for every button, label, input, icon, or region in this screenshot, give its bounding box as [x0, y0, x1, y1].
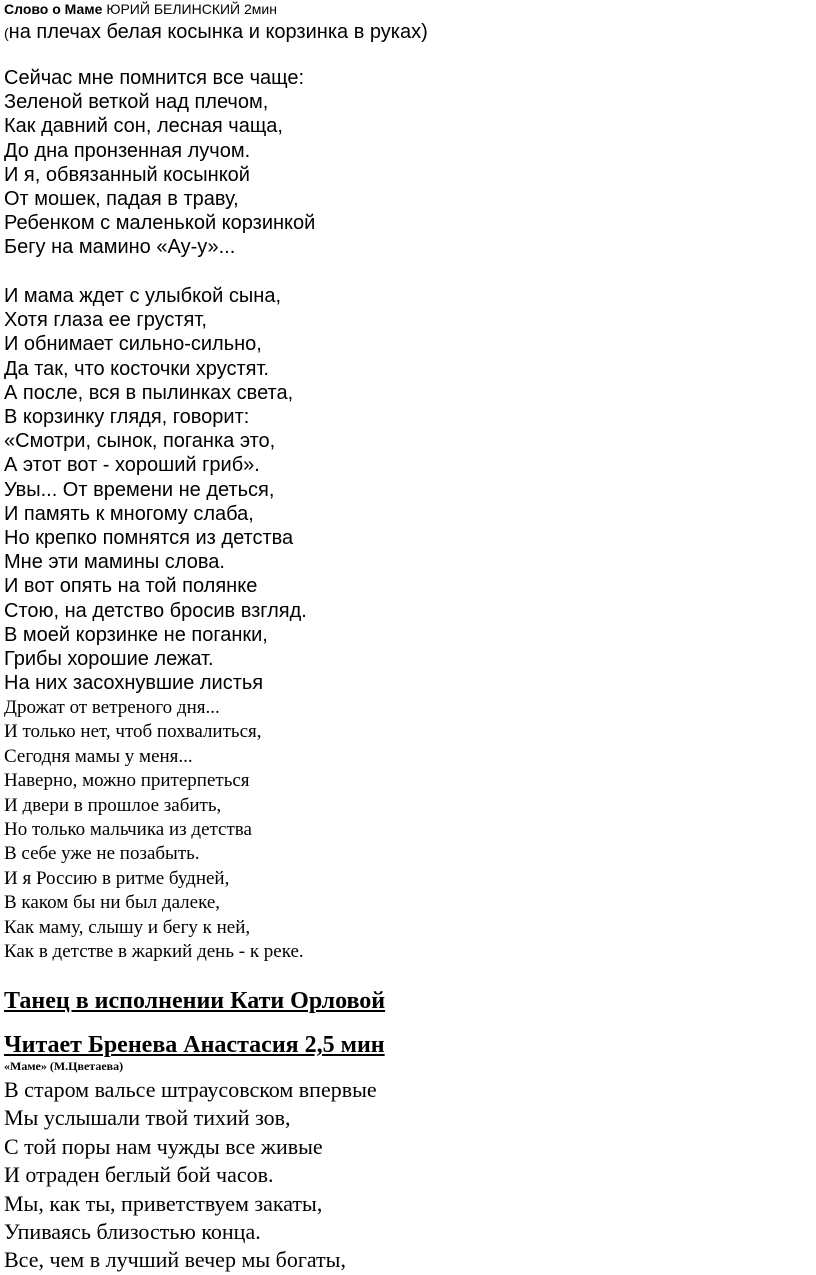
poem-line: Да так, что косточки хрустят. — [4, 357, 269, 380]
poem2-body — [4, 1076, 377, 1275]
poem-title: Слово о Маме — [4, 1, 103, 17]
poem-line: Увы... От времени не деться, — [4, 478, 275, 501]
poem-line: Мы, как ты, приветствуем закаты, — [4, 1190, 323, 1216]
poem1-stanza1 — [4, 66, 315, 260]
poem-line: Сегодня мамы у меня... — [4, 745, 193, 767]
poem-line: Упиваясь близостью конца. — [4, 1219, 261, 1245]
poem-line: Дрожат от ветреного дня... — [4, 697, 220, 718]
stage-direction-text: на плечах белая косынка и корзинка в руках) — [8, 21, 428, 43]
poem-line: Но крепко помнятся из детства — [4, 527, 294, 550]
author-and-duration: ЮРИЙ БЕЛИНСКИЙ 2мин — [102, 1, 277, 17]
poem-line: Бегу на мамино «Ау-у»... — [4, 236, 236, 259]
poem-line: В моей корзинке не поганки, — [4, 623, 268, 646]
poem-line: Стою, на детство бросив взгляд. — [4, 599, 307, 622]
poem-line: От мошек, падая в траву, — [4, 188, 239, 211]
poem-line: Сейчас мне помнится все чаще: — [4, 67, 305, 89]
poem-line: Хотя глаза ее грустят, — [4, 309, 207, 332]
poem-line: А после, вся в пылинках света, — [4, 381, 294, 404]
poem-line: Но только мальчика из детства — [4, 819, 252, 841]
poem-line: И вот опять на той полянке — [4, 575, 258, 598]
poem-line: В старом вальсе штраусовском впервые — [4, 1077, 377, 1102]
poem-line: Мне эти мамины слова. — [4, 551, 225, 574]
section-heading-reader: Читает Бренева Анастасия 2,5 мин — [4, 1032, 385, 1058]
poem-line: И я Россию в ритме будней, — [4, 867, 230, 889]
poem-line: Как маму, слышу и бегу к ней, — [4, 916, 251, 938]
poem-line: С той поры нам чужды все живые — [4, 1133, 323, 1159]
document-header — [4, 0, 277, 18]
poem-line: А этот вот - хороший гриб». — [4, 454, 260, 477]
poem-line: Все, чем в лучший вечер мы богаты, — [4, 1247, 346, 1273]
poem-line: Ребенком с маленькой корзинкой — [4, 212, 316, 235]
stage-direction-paren: ( — [4, 25, 9, 41]
poem-line: Наверно, можно притерпеться — [4, 770, 250, 792]
poem-line: И память к многому слаба, — [4, 502, 254, 525]
poem-line: И обнимает сильно-сильно, — [4, 333, 262, 356]
poem-line: На них засохнувшие листья — [4, 672, 264, 695]
poem-line: И мама ждет с улыбкой сына, — [4, 285, 282, 307]
poem-line: В каком бы ни был далеке, — [4, 892, 221, 914]
poem1-stanza2 — [4, 284, 307, 695]
poem-line: И двери в прошлое забить, — [4, 794, 222, 816]
section-heading-dance: Танец в исполнении Кати Орловой — [4, 988, 386, 1014]
poem-line: В корзинку глядя, говорит: — [4, 406, 250, 429]
stage-direction — [4, 20, 428, 45]
poem-line: Мы услышали твой тихий зов, — [4, 1105, 291, 1131]
poem-line: «Смотри, сынок, поганка это, — [4, 430, 276, 453]
poem-line: До дна пронзенная лучом. — [4, 139, 251, 162]
poem1-stanza3 — [4, 696, 304, 964]
poem-line: И я, обвязанный косынкой — [4, 163, 250, 186]
poem-line: И только нет, чтоб похвалиться, — [4, 721, 262, 743]
poem-line: Как давний сон, лесная чаща, — [4, 115, 283, 138]
poem2-caption: «Маме» (М.Цветаева) — [4, 1059, 124, 1073]
poem-line: В себе уже не позабыть. — [4, 843, 200, 865]
poem-line: Как в детстве в жаркий день - к реке. — [4, 941, 304, 963]
poem-line: И отраден беглый бой часов. — [4, 1162, 274, 1188]
poem-line: Грибы хорошие лежат. — [4, 648, 214, 671]
poem-line: Зеленой веткой над плечом, — [4, 91, 269, 114]
